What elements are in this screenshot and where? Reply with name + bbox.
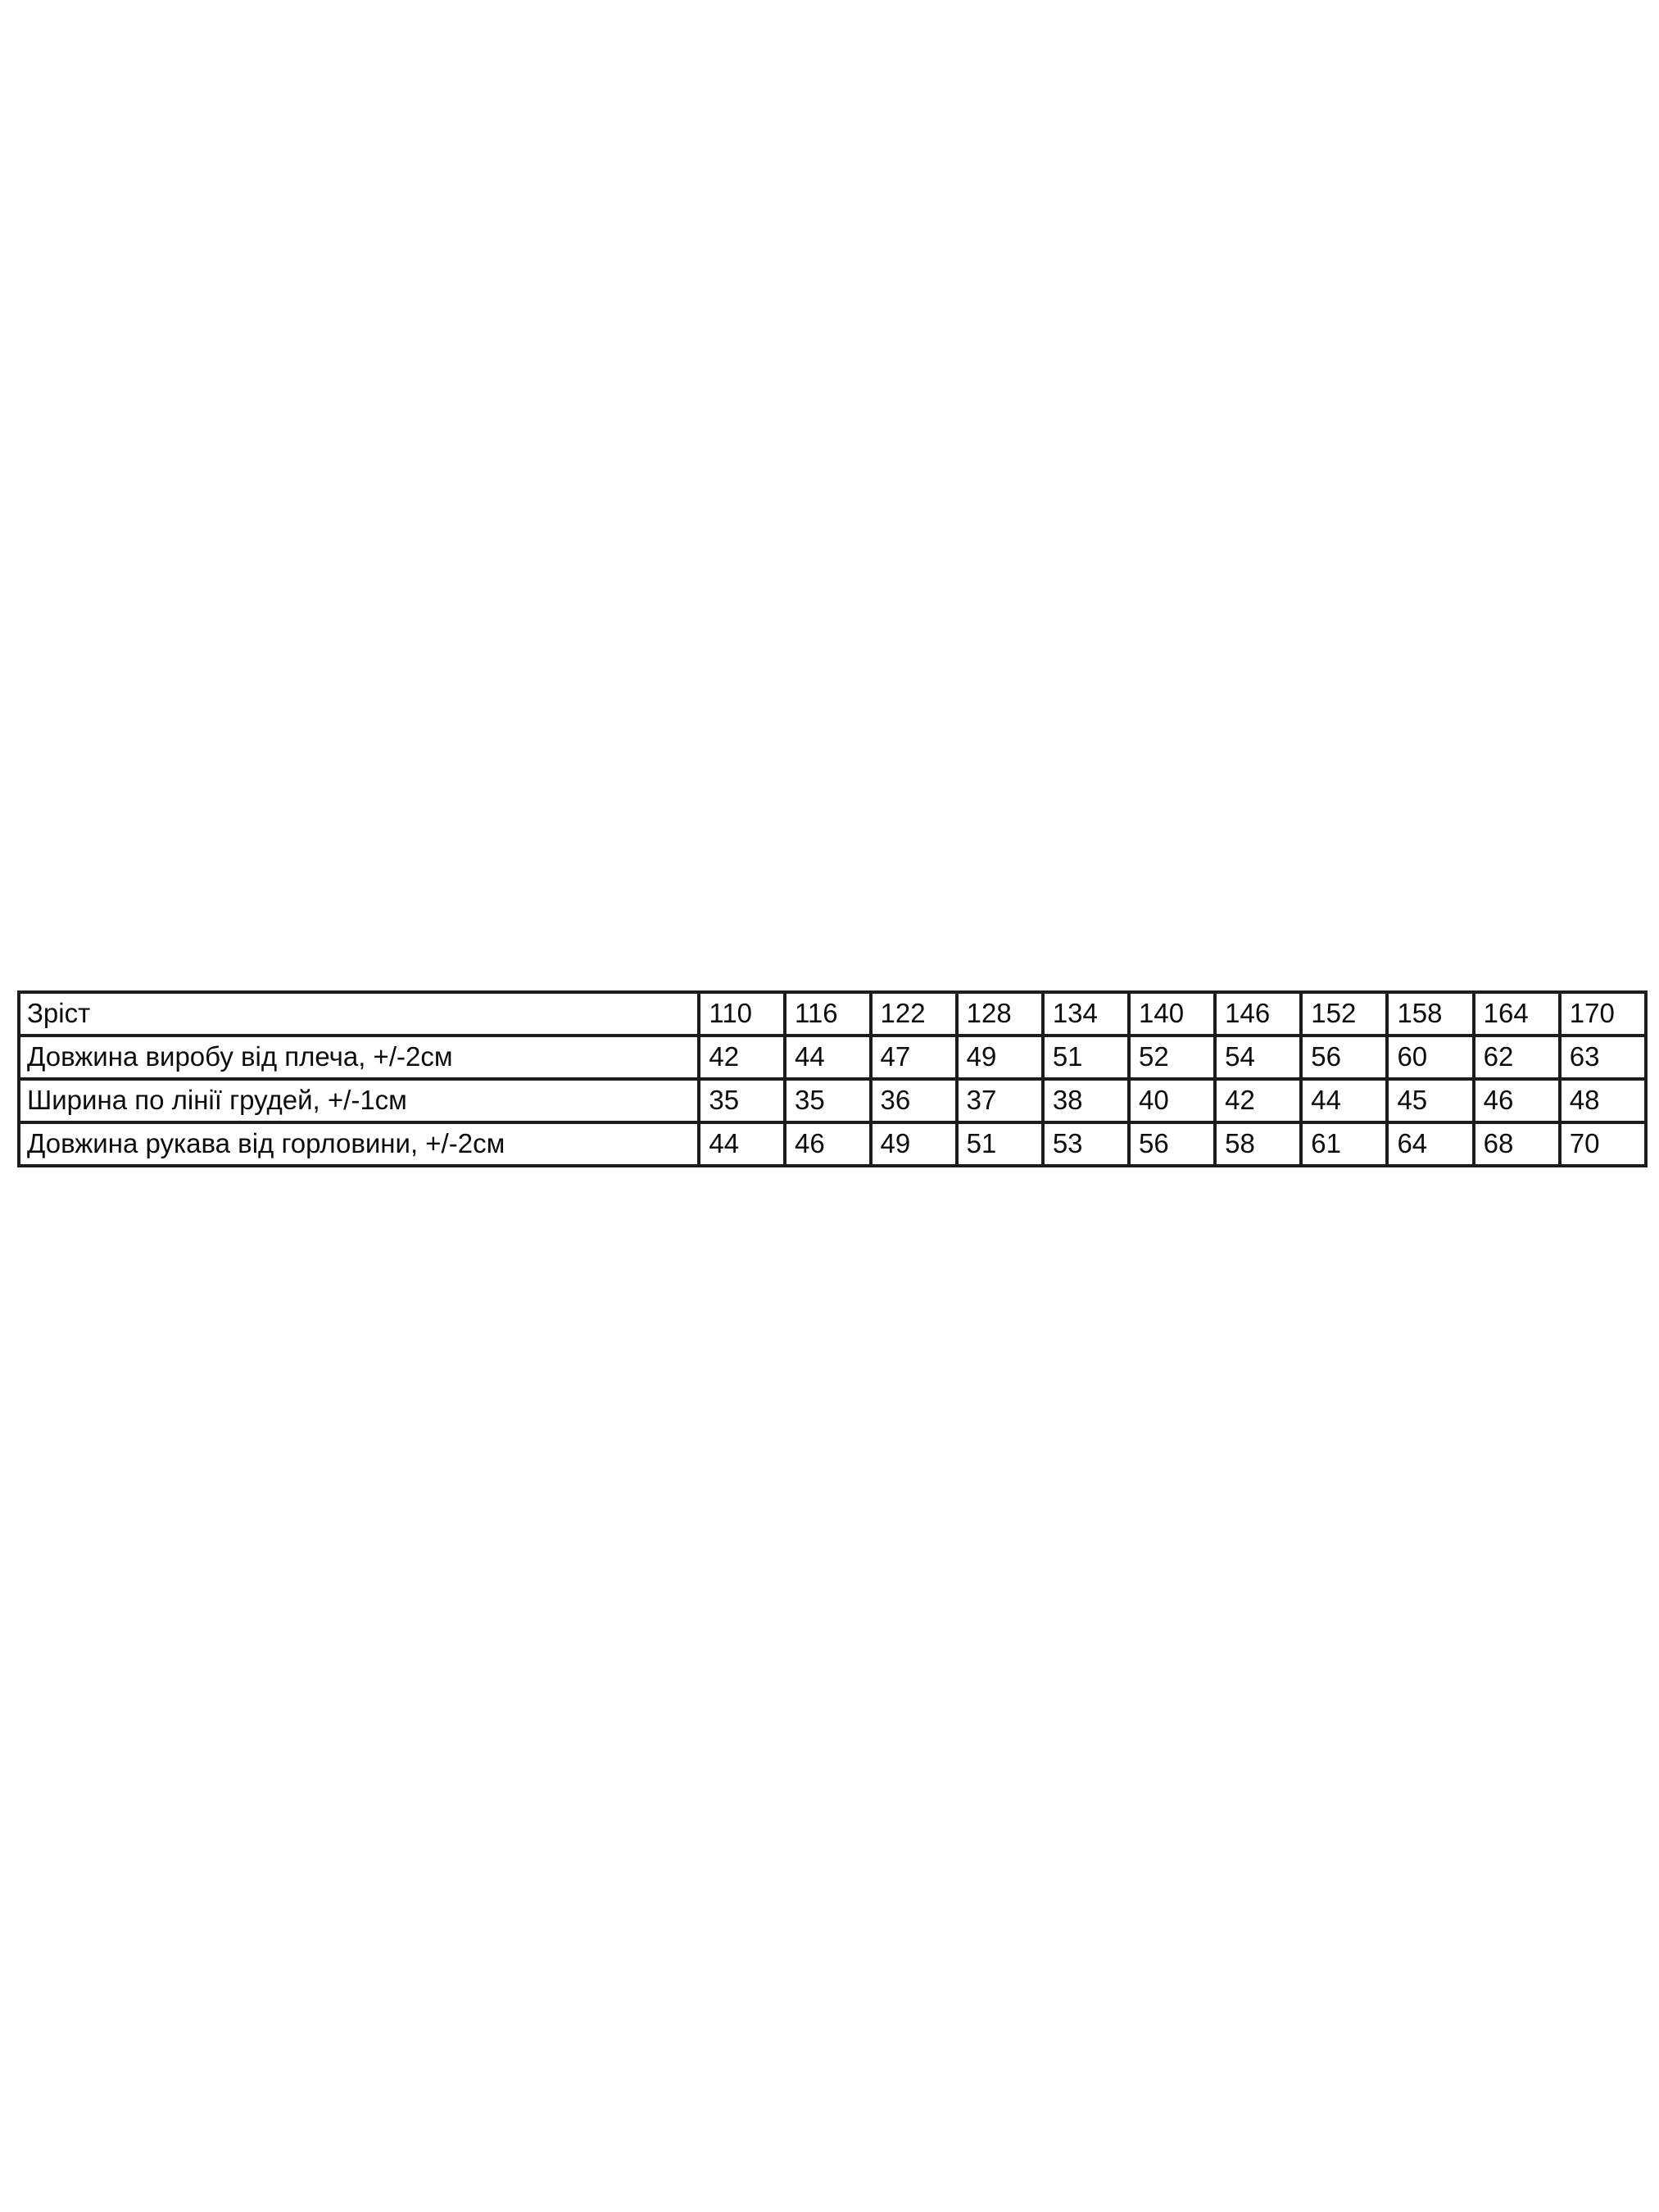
- cell-value: 70: [1560, 1122, 1646, 1166]
- cell-value: 54: [1215, 1036, 1301, 1079]
- cell-value: 134: [1043, 992, 1129, 1036]
- cell-value: 164: [1474, 992, 1560, 1036]
- cell-value: 58: [1215, 1122, 1301, 1166]
- cell-value: 152: [1301, 992, 1387, 1036]
- cell-value: 40: [1129, 1079, 1215, 1122]
- cell-value: 53: [1043, 1122, 1129, 1166]
- size-chart-table: [17, 990, 1648, 1167]
- cell-value: 42: [699, 1036, 785, 1079]
- cell-value: 170: [1560, 992, 1646, 1036]
- row-label: Довжина рукава від горловини, +/-2см: [19, 1122, 699, 1166]
- table-row: [19, 1122, 1646, 1166]
- table-row: [19, 992, 1646, 1036]
- cell-value: 51: [1043, 1036, 1129, 1079]
- row-label: Ширина по лінії грудей, +/-1см: [19, 1079, 699, 1122]
- size-chart-container: [17, 990, 1648, 1167]
- cell-value: 56: [1129, 1122, 1215, 1166]
- cell-value: 44: [785, 1036, 871, 1079]
- cell-value: 44: [1301, 1079, 1387, 1122]
- cell-value: 38: [1043, 1079, 1129, 1122]
- cell-value: 35: [699, 1079, 785, 1122]
- cell-value: 46: [785, 1122, 871, 1166]
- cell-value: 68: [1474, 1122, 1560, 1166]
- cell-value: 36: [871, 1079, 957, 1122]
- cell-value: 128: [957, 992, 1043, 1036]
- cell-value: 44: [699, 1122, 785, 1166]
- cell-value: 49: [871, 1122, 957, 1166]
- row-label: Зріст: [19, 992, 699, 1036]
- cell-value: 61: [1301, 1122, 1387, 1166]
- cell-value: 110: [699, 992, 785, 1036]
- cell-value: 51: [957, 1122, 1043, 1166]
- cell-value: 63: [1560, 1036, 1646, 1079]
- table-row: [19, 1079, 1646, 1122]
- cell-value: 45: [1387, 1079, 1473, 1122]
- cell-value: 37: [957, 1079, 1043, 1122]
- cell-value: 158: [1387, 992, 1473, 1036]
- cell-value: 49: [957, 1036, 1043, 1079]
- cell-value: 56: [1301, 1036, 1387, 1079]
- cell-value: 47: [871, 1036, 957, 1079]
- cell-value: 116: [785, 992, 871, 1036]
- cell-value: 42: [1215, 1079, 1301, 1122]
- size-chart-body: [19, 992, 1646, 1166]
- cell-value: 35: [785, 1079, 871, 1122]
- cell-value: 140: [1129, 992, 1215, 1036]
- cell-value: 52: [1129, 1036, 1215, 1079]
- cell-value: 48: [1560, 1079, 1646, 1122]
- table-row: [19, 1036, 1646, 1079]
- row-label: Довжина виробу від плеча, +/-2см: [19, 1036, 699, 1079]
- cell-value: 122: [871, 992, 957, 1036]
- cell-value: 46: [1474, 1079, 1560, 1122]
- cell-value: 146: [1215, 992, 1301, 1036]
- cell-value: 64: [1387, 1122, 1473, 1166]
- cell-value: 62: [1474, 1036, 1560, 1079]
- cell-value: 60: [1387, 1036, 1473, 1079]
